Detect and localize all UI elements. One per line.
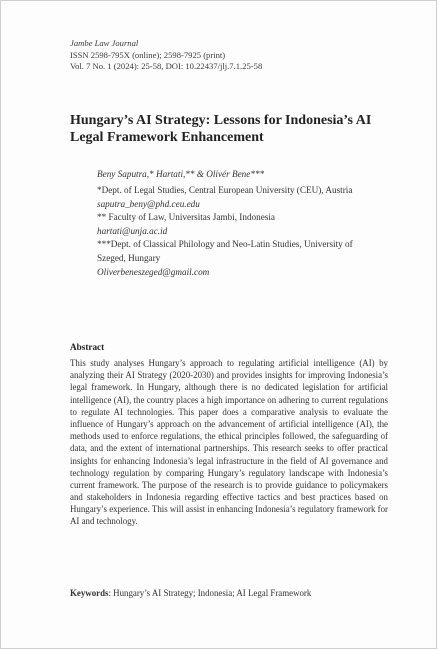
affiliation-1: *Dept. of Legal Studies, Central European University (CEU), Austria: [97, 185, 353, 195]
issn-line: ISSN 2598-795X (online); 2598-7925 (print): [70, 49, 226, 60]
affiliation-2: ** Faculty of Law, Universitas Jambi, Indonesia: [97, 212, 276, 223]
volume-line: Vol. 7 No. 1 (2024): 25-58, DOI: 10.22437/jlj.7.1.25-58: [70, 61, 263, 71]
journal-name: Jambe Law Journal: [70, 38, 139, 48]
abstract-heading: Abstract: [70, 342, 105, 352]
email-3: Oliverbeneszeged@gmail.com: [97, 266, 210, 277]
email-2: hartati@unja.ac.id: [97, 225, 168, 236]
abstract-body: This study analyses Hungary’s approach to regulating artificial intelligence (AI) by analyzing their AI Strategy (2020-2030) and provides insights for improving Indonesia’s legal framework. In Hungary, although there is no dedicated legislation for artificial intelligence (AI), the country places a high importance on adhering to current regulations to regulate AI technologies. This paper does a comparative analysis to evaluate the influence of Hungary’s approach on the advancement of artificial intelligence (AI), the methods used to enforce regulations, the ethical principles followed, the safeguarding of data, and the extent of international partnerships. This research seeks to offer practical insights for enhancing Indonesia’s legal infrastructure in the field of AI governance and technology regulation by comparing Hungary’s regulatory landscape with Indonesia’s current framework. The purpose of the research is to provide guidance to policymakers and stakeholders in Indonesia regarding effective tactics and best practices based on Hungary’s experience. This will assist in enhancing Indonesia’s regulatory framework for AI and technology.: [70, 358, 389, 527]
paper-title: Hungary’s AI Strategy: Lessons for Indonesia’s AI Legal Framework Enhancement: [70, 113, 372, 145]
author-list: Beny Saputra,* Hartati,** & Olivér Bene***: [97, 169, 265, 179]
keywords-text: : Hungary’s AI Strategy; Indonesia; AI Legal Framework: [108, 588, 312, 598]
keywords-line: [70, 588, 388, 598]
email-1: saputra_beny@phd.ceu.edu: [97, 198, 200, 209]
journal-header: [70, 38, 262, 73]
keywords-label: Keywords: [70, 588, 109, 598]
affiliation-3: ***Dept. of Classical Philology and Neo-Latin Studies, University of Szeged, Hungary: [97, 239, 353, 263]
affiliations: [97, 184, 383, 279]
